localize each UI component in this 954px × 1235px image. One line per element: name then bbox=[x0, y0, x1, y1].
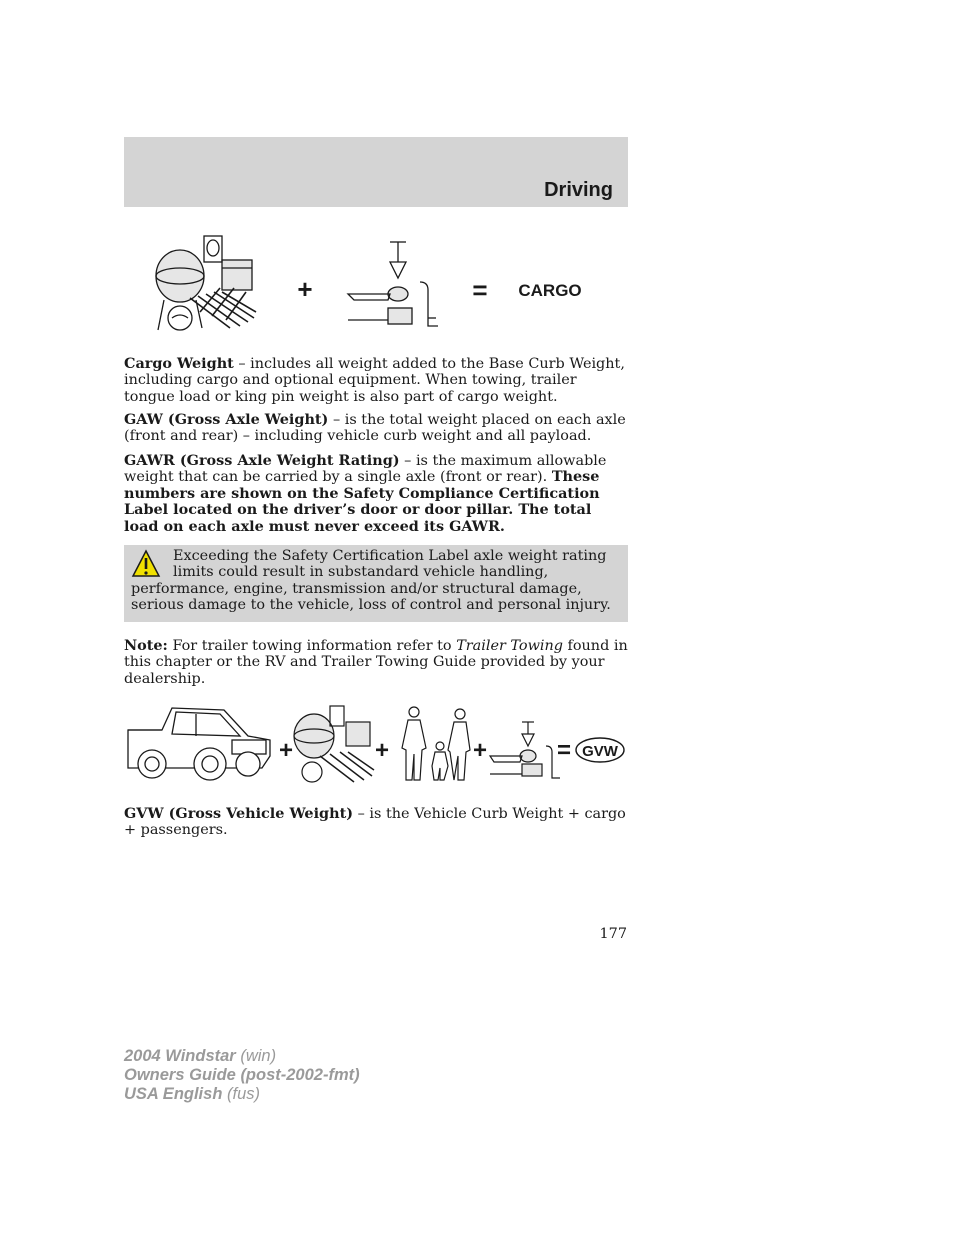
footer-language-code: (fus) bbox=[222, 1085, 260, 1103]
warning-paragraph bbox=[131, 548, 621, 614]
page-number: 177 bbox=[599, 926, 627, 942]
footer-line-2 bbox=[124, 1066, 360, 1085]
warning-text: Exceeding the Safety Certification Label axle weight rating limits could result in substandard vehicle handling, performance, engine, transmission and/or structural damage, serious damage to the vehicle, loss of control and personal injury. bbox=[131, 548, 611, 614]
gvw-equation-graphic bbox=[124, 700, 628, 786]
gvw-definition bbox=[124, 806, 630, 839]
plus-sign: + bbox=[374, 737, 390, 764]
pickup-truck-icon bbox=[128, 708, 270, 780]
footer-line-3 bbox=[124, 1085, 360, 1104]
footer-model: 2004 Windstar bbox=[124, 1047, 236, 1065]
gvw-term: GVW (Gross Vehicle Weight) bbox=[124, 805, 354, 822]
plus-sign: + bbox=[278, 737, 294, 764]
equals-sign: = bbox=[556, 737, 572, 764]
cargo-gear-icon bbox=[294, 706, 374, 782]
document-footer bbox=[124, 1047, 360, 1104]
passengers-icon bbox=[402, 707, 470, 780]
section-title: Driving bbox=[544, 179, 613, 201]
gawr-definition bbox=[124, 453, 630, 535]
gvw-illustration bbox=[124, 700, 628, 786]
cargo-weight-definition bbox=[124, 356, 630, 405]
note-label: Note: bbox=[124, 637, 168, 654]
trailer-hitch-icon bbox=[490, 722, 560, 778]
equals-sign: = bbox=[472, 275, 488, 305]
warning-triangle-icon bbox=[131, 548, 173, 580]
grill-and-gear-icon bbox=[156, 236, 256, 330]
cargo-weight-text: – includes all weight added to the Base Curb Weight, including cargo and optional equipment. When towing, trailer tongue load or king pin weight is also part of cargo weight. bbox=[124, 356, 625, 405]
footer-guide: Owners Guide (post-2002-fmt) bbox=[124, 1066, 360, 1084]
cargo-label: CARGO bbox=[518, 281, 582, 300]
note-text-before: For trailer towing information refer to bbox=[167, 638, 457, 654]
warning-box bbox=[124, 545, 628, 622]
cargo-weight-term: Cargo Weight bbox=[124, 355, 234, 372]
cargo-illustration bbox=[150, 228, 610, 340]
section-header bbox=[124, 137, 628, 207]
gvw-text: – is the Vehicle Curb Weight + cargo + passengers. bbox=[124, 806, 626, 839]
gawr-emphasis: These numbers are shown on the Safety Compliance Certification Label located on the driver’s door or door pillar. The total load on each axle must never exceed its GAWR. bbox=[124, 468, 600, 535]
gvw-label: GVW bbox=[582, 743, 618, 760]
gaw-definition bbox=[124, 412, 630, 445]
note-paragraph bbox=[124, 638, 630, 687]
footer-language: USA English bbox=[124, 1085, 223, 1103]
trailer-hitch-icon bbox=[348, 242, 438, 326]
footer-line-1 bbox=[124, 1047, 360, 1066]
plus-sign: + bbox=[472, 737, 488, 764]
footer-model-code: (win) bbox=[235, 1047, 277, 1065]
plus-sign: + bbox=[297, 274, 313, 304]
gaw-term: GAW (Gross Axle Weight) bbox=[124, 411, 329, 428]
cargo-equation-graphic bbox=[150, 228, 610, 340]
trailer-towing-reference: Trailer Towing bbox=[456, 638, 563, 654]
note-text-after: found in this chapter or the RV and Trailer Towing Guide provided by your dealership. bbox=[124, 638, 628, 687]
gaw-text: – is the total weight placed on each axle (front and rear) – including vehicle curb weight and all payload. bbox=[124, 412, 626, 445]
gawr-text: – is the maximum allowable weight that can be carried by a single axle (front or rear). bbox=[124, 453, 607, 486]
gawr-term: GAWR (Gross Axle Weight Rating) bbox=[124, 452, 400, 469]
